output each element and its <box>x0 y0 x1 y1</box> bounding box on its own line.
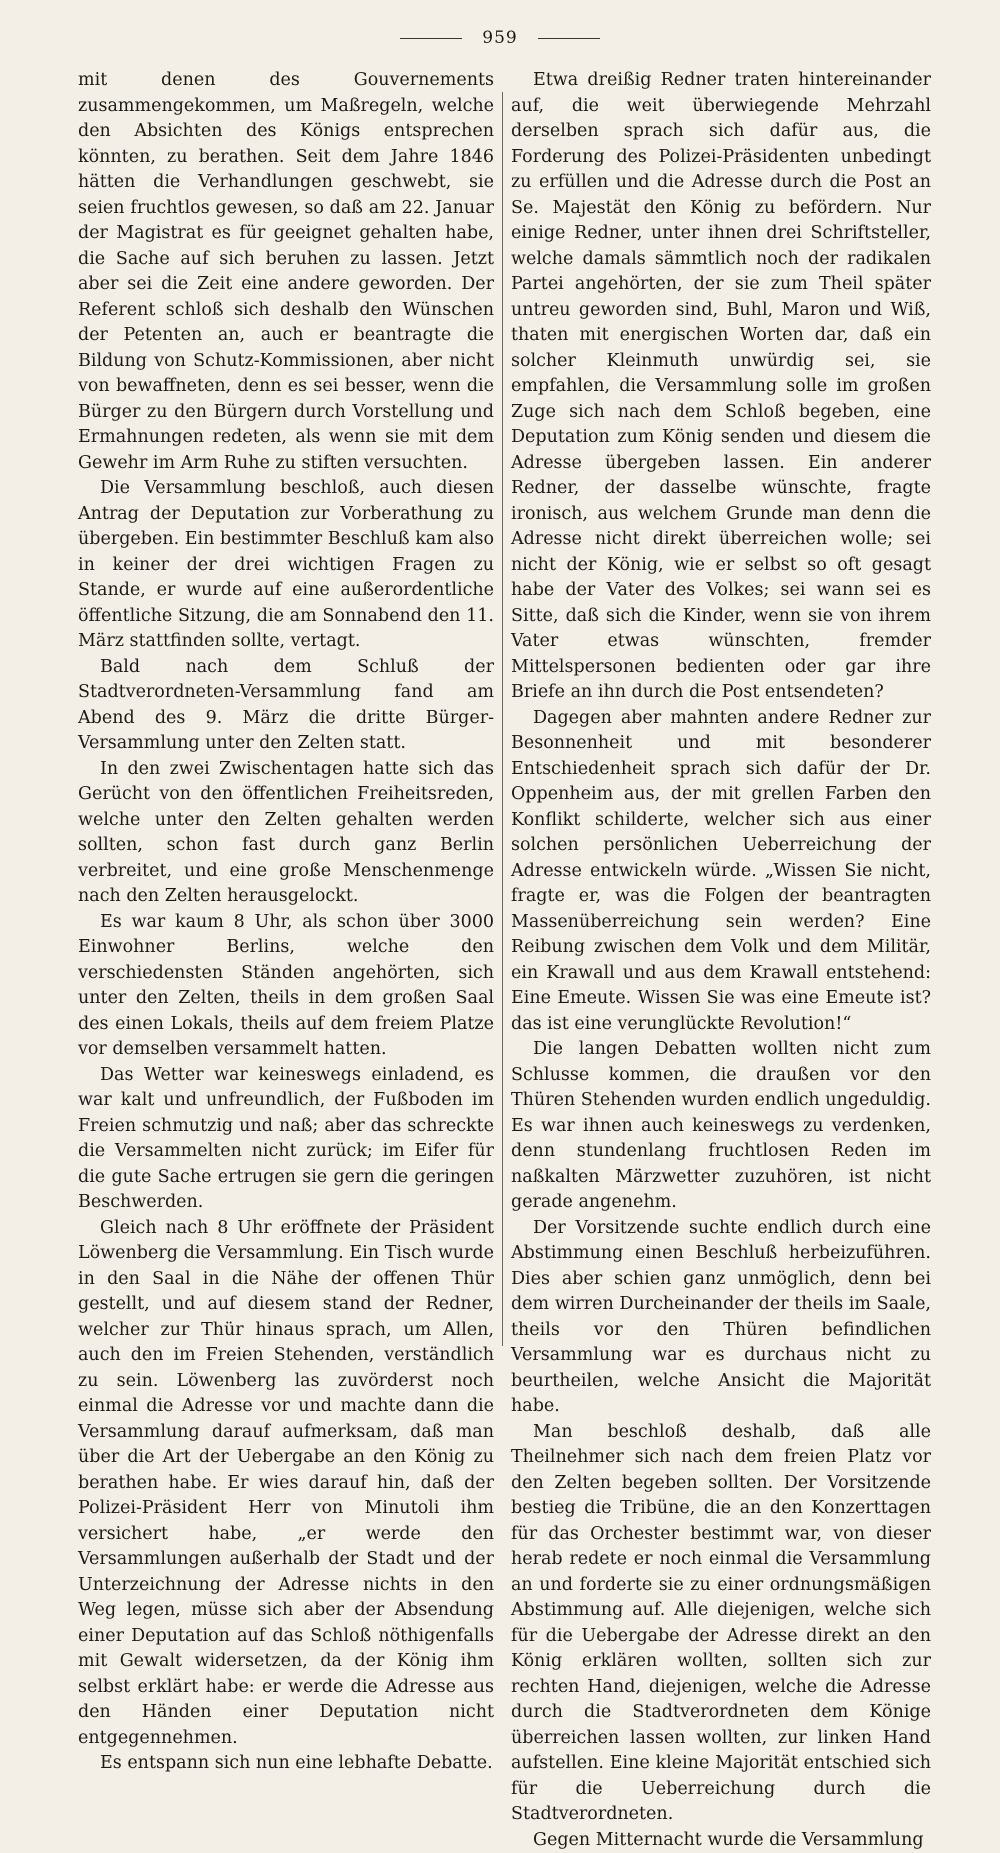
page-header <box>0 28 1000 48</box>
paragraph: Der Vorsitzende suchte endlich durch eine Abstimmung einen Beschluß herbeizuführen. Dies aber schien ganz unmöglich, denn bei dem wirren Durcheinander der theils im Saale, theils vor den Thüren befindlichen Versammlung war es durchaus nicht zu beurtheilen, welche Ansicht die Majorität habe. <box>511 1216 931 1420</box>
paragraph: Etwa dreißig Redner traten hintereinander auf, die weit überwiegende Mehrzahl derselben sprach sich dafür aus, die Forderung des Polizei-Präsidenten unbedingt zu erfüllen und die Adresse durch die Post an Se. Majestät den König zu befördern. Nur einige Redner, unter ihnen drei Schriftsteller, welche damals sämmtlich noch der radikalen Partei angehörten, der sie zum Theil später untreu geworden sind, Buhl, Maron und Wiß, thaten mit energischen Worten dar, daß ein solcher Kleinmuth unwürdig sei, sie empfahlen, die Versammlung solle im großen Zuge sich nach dem Schloß begeben, eine Deputation zum König senden und diesem die Adresse übergeben lassen. Ein anderer Redner, der dasselbe wünschte, fragte ironisch, aus welchem Grunde man denn die Adresse nicht direkt überreichen wolle; sei nicht der König, wie er selbst so oft gesagt habe der Vater des Volkes; sei wann sei es Sitte, daß sich die Kinder, wenn sie von ihrem Vater etwas wünschten, fremder Mittelspersonen bedienten oder gar ihre Briefe an ihn durch die Post entsendeten? <box>511 68 931 706</box>
paragraph: Bald nach dem Schluß der Stadtverordneten-Versammlung fand am Abend des 9. März die dritte Bürger-Versammlung unter den Zelten statt. <box>78 655 494 757</box>
paragraph: Die langen Debatten wollten nicht zum Schlusse kommen, die draußen vor den Thüren Stehenden wurden endlich ungeduldig. Es war ihnen auch keineswegs zu verdenken, denn stundenlang fruchtlosen Reden im naßkalten Märzwetter zuzuhören, ist nicht gerade angenehm. <box>511 1037 931 1216</box>
paragraph: Man beschloß deshalb, daß alle Theilnehmer sich nach dem freien Platz vor den Zelten begeben sollten. Der Vorsitzende bestieg die Tribüne, die an den Konzerttagen für das Orchester bestimmt war, von dieser herab redete er noch einmal die Versammlung an und forderte sie zu einer ordnungsmäßigen Abstimmung auf. Alle diejenigen, welche sich für die Uebergabe der Adresse direkt an den König erklären wollten, sollten sich zur rechten Hand, diejenigen, welche die Adresse durch die Stadtverordneten dem Könige überreichen lassen wollten, zur linken Hand aufstellen. Eine kleine Majorität entschied sich für die Ueberreichung durch die Stadtverordneten. <box>511 1420 931 1828</box>
left-column <box>78 68 494 1777</box>
paragraph: Die Versammlung beschloß, auch diesen Antrag der Deputation zur Vorberathung zu übergeben. Ein bestimmter Beschluß kam also in keiner der drei wichtigen Fragen zu Stande, er wurde auf eine außerordentliche öffentliche Sitzung, die am Sonnabend den 11. März stattfinden sollte, vertagt. <box>78 476 494 655</box>
paragraph: In den zwei Zwischentagen hatte sich das Gerücht von den öffentlichen Freiheitsreden, welche unter den Zelten gehalten werden sollten, schon fast durch ganz Berlin verbreitet, und eine große Menschenmenge nach den Zelten herausgelockt. <box>78 757 494 910</box>
header-rule-left <box>400 38 462 39</box>
paragraph: Es entspann sich nun eine lebhafte Debatte. <box>78 1751 494 1777</box>
paragraph: Dagegen aber mahnten andere Redner zur Besonnenheit und mit besonderer Entschiedenheit sprach sich dafür der Dr. Oppenheim aus, der mit grellen Farben den Konflikt schilderte, welcher sich aus einer solchen persönlichen Ueberreichung der Adresse entwickeln würde. „Wissen Sie nicht, fragte er, was die Folgen der beantragten Massenüberreichung sein werden? Eine Reibung zwischen dem Volk und dem Militär, ein Krawall und aus dem Krawall entstehend: Eine Emeute. Wissen Sie was eine Emeute ist? das ist eine verunglückte Revolution!“ <box>511 706 931 1038</box>
paragraph: Es war kaum 8 Uhr, als schon über 3000 Einwohner Berlins, welche den verschiedensten Ständen angehörten, sich unter den Zelten, theils in dem großen Saal des einen Lokals, theils auf dem freiem Platze vor demselben versammelt hatten. <box>78 910 494 1063</box>
paragraph: Gleich nach 8 Uhr eröffnete der Präsident Löwenberg die Versammlung. Ein Tisch wurde in den Saal in die Nähe der offenen Thür gestellt, und auf diesem stand der Redner, welcher zur Thür hinaus sprach, um Allen, auch den im Freien Stehenden, verständlich zu sein. Löwenberg las zuvörderst noch einmal die Adresse vor und machte dann die Versammlung darauf aufmerksam, daß man über die Art der Uebergabe an den König zu berathen habe. Er wies darauf hin, daß der Polizei-Präsident Herr von Minutoli ihm versichert habe, „er werde den Versammlungen außerhalb der Stadt und der Unterzeichnung der Adresse nichts in den Weg legen, müsse sich aber der Absendung einer Deputation auf das Schloß nöthigenfalls mit Gewalt widersetzen, da der König ihm selbst erklärt habe: er werde die Adresse aus den Händen einer Deputation nicht entgegennehmen. <box>78 1216 494 1752</box>
header-rule-right <box>538 38 600 39</box>
column-divider <box>502 92 503 1346</box>
paragraph: mit denen des Gouvernements zusammengekommen, um Maßregeln, welche den Absichten des Königs entsprechen könnten, zu berathen. Seit dem Jahre 1846 hätten die Verhandlungen geschwebt, sie seien fruchtlos gewesen, so daß am 22. Januar der Magistrat es für geeignet gehalten habe, die Sache auf sich beruhen zu lassen. Jetzt aber sei die Zeit eine andere geworden. Der Referent schloß sich deshalb den Wünschen der Petenten an, auch er beantragte die Bildung von Schutz-Kommissionen, aber nicht von bewaffneten, denn es sei besser, wenn die Bürger zu den Bürgern durch Vorstellung und Ermahnungen redeten, als wenn sie mit dem Gewehr im Arm Ruhe zu stiften versuchten. <box>78 68 494 476</box>
right-column <box>511 68 931 1853</box>
page-number: 959 <box>482 28 517 48</box>
paragraph: Gegen Mitternacht wurde die Versammlung <box>511 1828 931 1853</box>
paragraph: Das Wetter war keineswegs einladend, es war kalt und unfreundlich, der Fußboden im Freien schmutzig und naß; aber das schreckte die Versammelten nicht zurück; im Eifer für die gute Sache ertrugen sie gern die geringen Beschwerden. <box>78 1063 494 1216</box>
